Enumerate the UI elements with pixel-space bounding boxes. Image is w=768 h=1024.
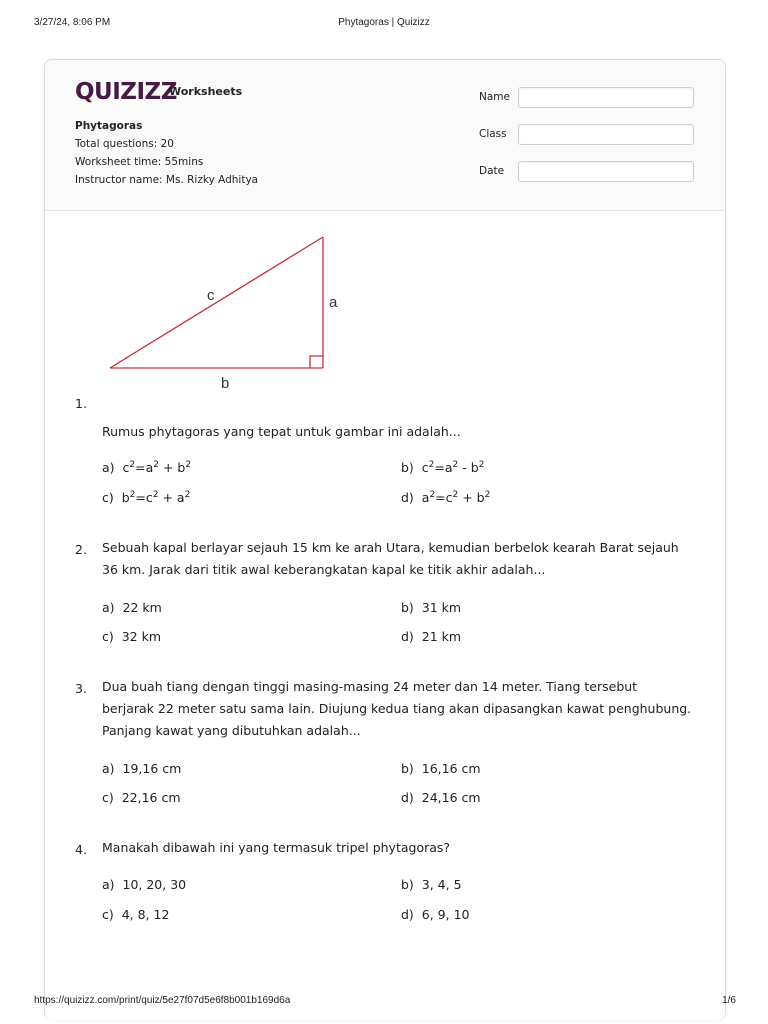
option-letter: b) [401,877,414,892]
option-text: 22,16 cm [121,790,181,805]
quiz-title: Phytagoras [75,120,143,132]
option-letter: a) [102,460,115,475]
name-input[interactable] [518,87,694,108]
print-doc-title: Phytagoras | Quizizz [338,17,430,28]
option-letter: b) [401,460,414,475]
option-b[interactable] [401,761,481,776]
option-letter: c) [102,629,114,644]
class-input[interactable] [518,124,694,145]
option-c[interactable] [102,629,161,644]
option-letter: c) [102,907,114,922]
class-label: Class [479,128,507,140]
question-text: Manakah dibawah ini yang termasuk tripel phytagoras? [102,840,451,855]
option-text: 22 km [122,600,162,615]
right-angle-marker [310,356,323,368]
option-text: 32 km [121,629,161,644]
option-a[interactable] [102,761,181,776]
name-label: Name [479,91,510,103]
option-letter: d) [401,629,414,644]
option-text: 31 km [421,600,462,615]
option-a[interactable] [102,600,162,615]
right-triangle-figure [100,230,360,395]
option-text: 16,16 cm [421,761,481,776]
label-b: b [221,375,230,392]
date-input[interactable] [518,161,694,182]
option-c[interactable]: c) $b^2=c^2 + a^2$ [102,490,191,505]
option-letter: d) [401,907,414,922]
option-letter: d) [401,790,414,805]
option-c[interactable] [102,907,169,922]
option-text: 10, 20, 30 [122,877,187,892]
option-text: 6, 9, 10 [421,907,470,922]
option-d[interactable]: d) $a^2=c^2 + b^2$ [401,490,491,505]
option-text: 19,16 cm [122,761,182,776]
option-text: 3, 4, 5 [421,877,462,892]
print-datetime: 3/27/24, 8:06 PM [34,17,111,28]
question-text: Sebuah kapal berlayar sejauh 15 km ke arah Utara, kemudian berbelok kearah Barat sejauh 36 km. Jarak dari titik awal keberangkatan kapal ke titik akhir adalah... [102,540,679,577]
option-d[interactable] [401,629,461,644]
option-b[interactable] [401,600,461,615]
option-letter: a) [102,600,115,615]
label-c: c [207,287,215,304]
date-label: Date [479,165,505,177]
option-text: 21 km [421,629,462,644]
question-number: 3. [75,681,87,696]
question-text: Dua buah tiang dengan tinggi masing-masing 24 meter dan 14 meter. Tiang tersebut berjarak 22 meter satu sama lain. Diujung kedua tiang akan dipasangkan kawat penghubung. Panjang kawat yang dibutuhkan adalah... [102,679,692,738]
option-d[interactable] [401,907,469,922]
option-b[interactable]: b) $c^2=a^2 - b^2$ [401,460,485,475]
option-letter: d) [401,490,414,505]
print-url: https://quizizz.com/print/quiz/5e27f07d5e6f8b001b169d6a [34,995,291,1006]
option-c[interactable] [102,790,181,805]
instructor-name: Instructor name: Ms. Rizky Adhitya [75,174,259,186]
hypotenuse-line [110,237,323,368]
option-letter: b) [401,761,414,776]
option-a[interactable] [102,877,186,892]
quizizz-logo: QUIZIZZ [75,79,177,105]
option-letter: b) [401,600,414,615]
total-questions: Total questions: 20 [75,138,174,150]
option-b[interactable] [401,877,462,892]
option-letter: c) [102,790,114,805]
option-letter: a) [102,761,115,776]
option-text: 4, 8, 12 [121,907,170,922]
option-text: 24,16 cm [421,790,481,805]
question-number: 1. [75,396,87,411]
option-letter: a) [102,877,115,892]
option-d[interactable] [401,790,481,805]
worksheet-time: Worksheet time: 55mins [75,156,204,168]
option-a[interactable]: a) $c^2=a^2 + b^2$ [102,460,192,475]
label-a: a [329,294,338,311]
worksheet-header [45,60,725,211]
worksheets-label: Worksheets [169,85,243,98]
question-number: 4. [75,842,87,857]
question-text: Rumus phytagoras yang tepat untuk gambar ini adalah... [102,424,461,439]
print-header [0,17,768,31]
question-number: 2. [75,542,87,557]
print-page-number: 1/6 [722,995,736,1006]
print-footer [0,995,768,1009]
option-letter: c) [102,490,114,505]
